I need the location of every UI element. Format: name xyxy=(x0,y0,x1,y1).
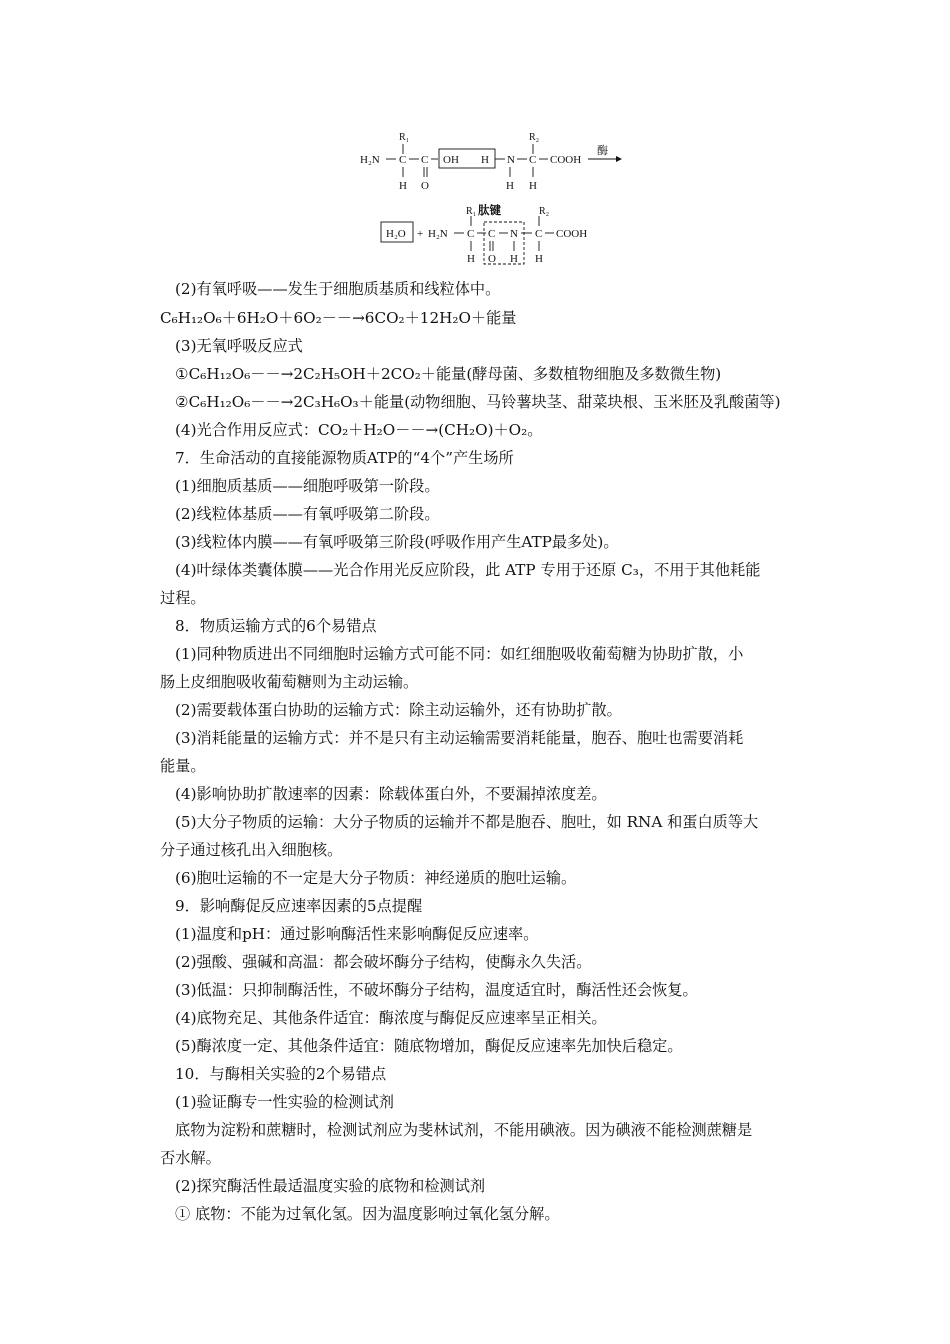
text-line: (6)胞吐运输的不一定是大分子物质：神经递质的胞吐运输。 xyxy=(175,869,577,887)
o-under-carbonyl: O xyxy=(421,180,429,192)
text-line: (2)需要载体蛋白协助的运输方式：除主动运输外，还有协助扩散。 xyxy=(175,701,622,719)
text-line: (1)温度和pH：通过影响酶活性来影响酶促反应速率。 xyxy=(175,925,539,943)
text-line: (2)强酸、强碱和高温：都会破坏酶分子结构，使酶永久失活。 xyxy=(175,953,592,971)
h-under-n: H xyxy=(506,180,514,192)
alpha-carbon-1: C xyxy=(399,154,407,166)
enzyme-label: 酶 xyxy=(597,145,608,157)
text-line: 底物为淀粉和蔗糖时，检测试剂应为斐林试剂，不能用碘液。因为碘液不能检测蔗糖是 xyxy=(175,1121,753,1139)
h-under-c2: H xyxy=(529,180,537,192)
hydroxyl-group: OH xyxy=(443,154,459,166)
text-line: (1)同种物质进出不同细胞时运输方式可能不同：如红细胞吸收葡萄糖为协助扩散，小 xyxy=(175,645,744,663)
carboxyl-group-top: COOH xyxy=(550,154,582,166)
h-in-peptide-bond: H xyxy=(510,253,518,265)
section-heading: 9．影响酶促反应速率因素的5点提醒 xyxy=(175,897,423,915)
text-line: (3)线粒体内膜——有氧呼吸第三阶段(呼吸作用产生ATP最多处)。 xyxy=(175,533,619,551)
h-under-c2-bottom: H xyxy=(535,253,543,265)
dipeptide-formation-diagram xyxy=(350,122,630,272)
text-line: 过程。 xyxy=(160,589,206,607)
text-line: (2)线粒体基质——有氧呼吸第二阶段。 xyxy=(175,505,440,523)
equation-line: (4)光合作用反应式：CO₂＋H₂O－－→(CH₂O)＋O₂。 xyxy=(175,421,543,439)
h2n-group-top: H₂N xyxy=(360,154,380,166)
equation-line: ②C₆H₁₂O₆－－→2C₃H₆O₃＋能量(动物细胞、马铃薯块茎、甜菜块根、玉米胚及乳酸菌等) xyxy=(175,393,781,411)
amide-nitrogen: N xyxy=(510,228,518,240)
o-in-peptide-bond: O xyxy=(488,253,496,265)
text-line: (3)无氧呼吸反应式 xyxy=(175,337,303,355)
section-heading: 7．生命活动的直接能源物质ATP的“4个”产生场所 xyxy=(175,449,514,467)
text-line: (4)影响协助扩散速率的因素：除载体蛋白外，不要漏掉浓度差。 xyxy=(175,785,607,803)
r2-label-bottom: R₂ xyxy=(539,206,550,217)
text-line: 否水解。 xyxy=(160,1149,221,1167)
text-line: (4)叶绿体类囊体膜——光合作用光反应阶段，此 ATP 专用于还原 C₃，不用于其他耗能 xyxy=(175,561,761,579)
amino-nitrogen-top: N xyxy=(507,154,515,166)
h-under-c1-bottom: H xyxy=(467,253,475,265)
r2-label-top: R₂ xyxy=(529,132,540,143)
text-line: (3)低温：只抑制酶活性，不破坏酶分子结构，温度适宜时，酶活性还会恢复。 xyxy=(175,981,698,999)
h-under-c1: H xyxy=(399,180,407,192)
r1-label-top: R₁ xyxy=(399,132,410,143)
equation-line: ①C₆H₁₂O₆－－→2C₂H₅OH＋2CO₂＋能量(酵母菌、多数植物细胞及多数微生物) xyxy=(175,365,722,383)
alpha-carbon-2-bottom: C xyxy=(535,228,543,240)
text-line: (1)验证酶专一性实验的检测试剂 xyxy=(175,1093,394,1111)
text-line: (3)消耗能量的运输方式：并不是只有主动运输需要消耗能量，胞吞、胞吐也需要消耗 xyxy=(175,729,744,747)
text-line: (4)底物充足、其他条件适宜：酶浓度与酶促反应速率呈正相关。 xyxy=(175,1009,607,1027)
section-heading: 10．与酶相关实验的2个易错点 xyxy=(175,1065,387,1083)
water-molecule: H₂O xyxy=(386,228,406,240)
text-line: (2)探究酶活性最适温度实验的底物和检测试剂 xyxy=(175,1177,486,1195)
h2n-group-bottom: H₂N xyxy=(428,228,448,240)
text-line: 能量。 xyxy=(160,757,206,775)
plus-sign: + xyxy=(417,228,424,240)
r1-label-bottom-visible: R₁ xyxy=(466,206,477,217)
carboxyl-group-bottom: COOH xyxy=(556,228,588,240)
text-line: 分子通过核孔出入细胞核。 xyxy=(160,841,343,859)
amino-hydrogen: H xyxy=(481,154,489,166)
carbonyl-carbon-top: C xyxy=(421,154,429,166)
text-line: ① 底物：不能为过氧化氢。因为温度影响过氧化氢分解。 xyxy=(175,1205,560,1223)
equation-line: C₆H₁₂O₆＋6H₂O＋6O₂－－→6CO₂＋12H₂O＋能量 xyxy=(160,309,517,327)
text-line: (1)细胞质基质——细胞呼吸第一阶段。 xyxy=(175,477,440,495)
alpha-carbon-1-bottom: C xyxy=(467,228,475,240)
peptide-bond-label: 肽键 xyxy=(478,205,501,217)
text-line: (2)有氧呼吸——发生于细胞质基质和线粒体中。 xyxy=(175,280,501,298)
arrow-head-icon xyxy=(616,156,622,162)
text-line: 肠上皮细胞吸收葡萄糖则为主动运输。 xyxy=(160,673,419,691)
text-line: (5)大分子物质的运输：大分子物质的运输并不都是胞吞、胞吐，如 RNA 和蛋白质等大 xyxy=(175,813,759,831)
alpha-carbon-2: C xyxy=(529,154,537,166)
text-line: (5)酶浓度一定、其他条件适宜：随底物增加，酶促反应速率先加快后稳定。 xyxy=(175,1037,683,1055)
carbonyl-carbon-bottom: C xyxy=(488,228,496,240)
section-heading: 8．物质运输方式的6个易错点 xyxy=(175,617,377,635)
